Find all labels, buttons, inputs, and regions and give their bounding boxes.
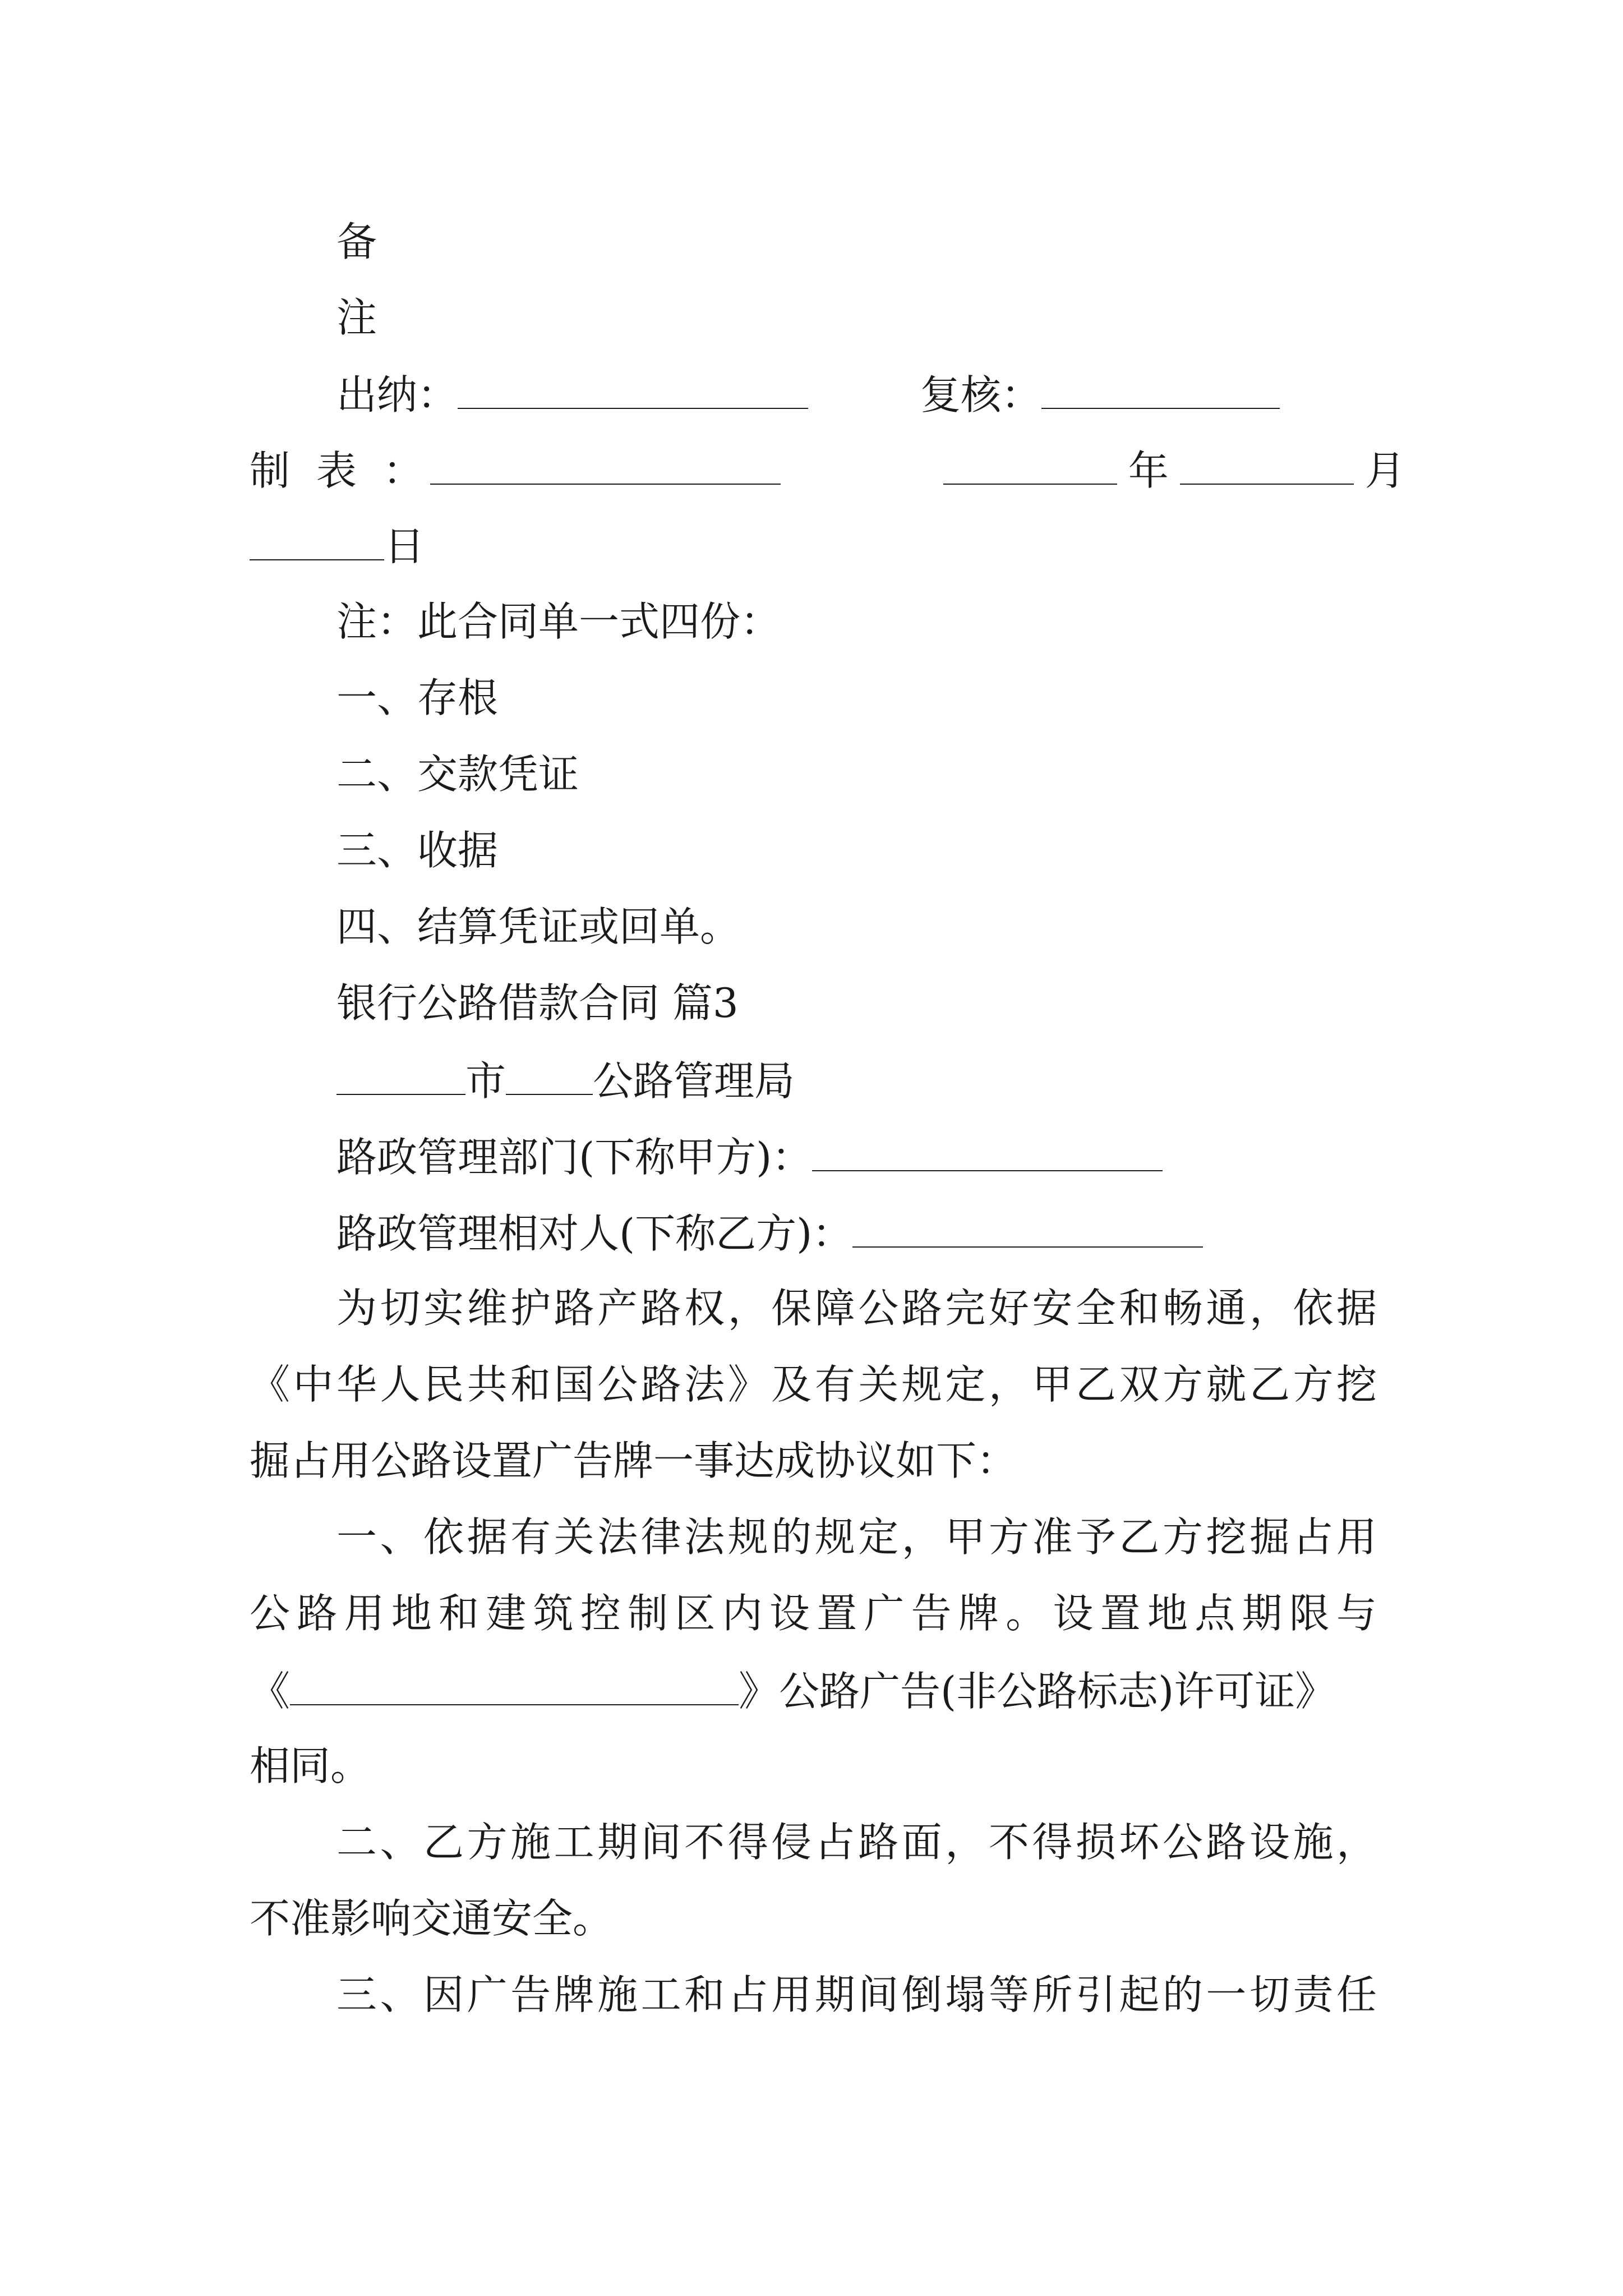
paragraph-3-line-2: 不准影响交通安全。 bbox=[250, 1895, 614, 1942]
county-blank[interactable] bbox=[506, 1059, 593, 1095]
city-blank[interactable] bbox=[336, 1059, 465, 1095]
year-blank[interactable] bbox=[943, 449, 1117, 485]
paragraph-1-line-2: 《中华人民共和国公路法》及有关规定，甲乙双方就乙方挖 bbox=[250, 1361, 1377, 1408]
party-b-blank[interactable] bbox=[852, 1212, 1203, 1248]
paragraph-2-line-2: 公路用地和建筑控制区内设置广告牌。设置地点期限与 bbox=[250, 1590, 1377, 1637]
paragraph-2-line-1: 一、依据有关法律法规的规定，甲方准予乙方挖掘占用 bbox=[336, 1513, 1377, 1561]
copy-item-1: 一、存根 bbox=[336, 674, 499, 721]
section-title: 银行公路借款合同 篇3 bbox=[336, 979, 739, 1027]
permit-tail: 》公路广告(非公路标志)许可证》 bbox=[739, 1668, 1336, 1715]
party-a-label: 路政管理部门(下称甲方)： bbox=[336, 1134, 813, 1181]
day-line bbox=[250, 523, 1377, 570]
cashier-label: 出纳： bbox=[336, 371, 458, 418]
month-blank[interactable] bbox=[1180, 449, 1354, 485]
day-blank[interactable] bbox=[250, 524, 384, 560]
reviewer-blank[interactable] bbox=[1041, 373, 1280, 409]
party-a-line bbox=[336, 1134, 1377, 1181]
cashier-blank[interactable] bbox=[458, 373, 808, 409]
reviewer-label: 复核： bbox=[920, 371, 1042, 418]
paragraph-1-line-1: 为切实维护路产路权，保障公路完好安全和畅通，依据 bbox=[336, 1285, 1377, 1332]
copy-item-4: 四、结算凭证或回单。 bbox=[336, 903, 741, 950]
copy-item-2: 二、交款凭证 bbox=[336, 751, 579, 798]
paragraph-2-line-3 bbox=[250, 1668, 1377, 1715]
permit-name-blank[interactable] bbox=[290, 1669, 739, 1705]
city-label: 市 bbox=[465, 1057, 506, 1105]
month-label: 月 bbox=[1364, 447, 1405, 494]
paragraph-2-line-4: 相同。 bbox=[250, 1742, 371, 1789]
copies-note: 注：此合同单一式四份： bbox=[336, 598, 781, 645]
cashier-reviewer-line bbox=[336, 371, 1377, 418]
paragraph-4-line-1: 三、因广告牌施工和占用期间倒塌等所引起的一切责任 bbox=[336, 1971, 1377, 2018]
copy-item-3: 三、收据 bbox=[336, 827, 499, 874]
party-a-blank[interactable] bbox=[812, 1135, 1163, 1171]
paragraph-3-line-1: 二、乙方施工期间不得侵占路面，不得损坏公路设施， bbox=[336, 1819, 1377, 1866]
paragraph-1-line-3: 掘占用公路设置广告牌一事达成协议如下： bbox=[250, 1437, 1017, 1484]
beizhu-line-2 bbox=[336, 294, 1377, 341]
bureau-line bbox=[336, 1057, 1377, 1105]
preparer-date-line bbox=[250, 447, 1405, 494]
party-b-label: 路政管理相对人(下称乙方)： bbox=[336, 1210, 853, 1257]
beizhu-line-1 bbox=[336, 218, 1377, 265]
year-label: 年 bbox=[1128, 447, 1169, 494]
beizhu-char-1: 备 bbox=[336, 218, 377, 265]
preparer-label: 制 表 ： bbox=[250, 447, 430, 494]
bureau-label: 公路管理局 bbox=[593, 1057, 795, 1105]
permit-open-quote: 《 bbox=[250, 1668, 291, 1715]
preparer-blank[interactable] bbox=[430, 449, 781, 485]
party-b-line bbox=[336, 1210, 1377, 1257]
day-label: 日 bbox=[384, 523, 425, 570]
beizhu-char-2: 注 bbox=[336, 294, 377, 341]
